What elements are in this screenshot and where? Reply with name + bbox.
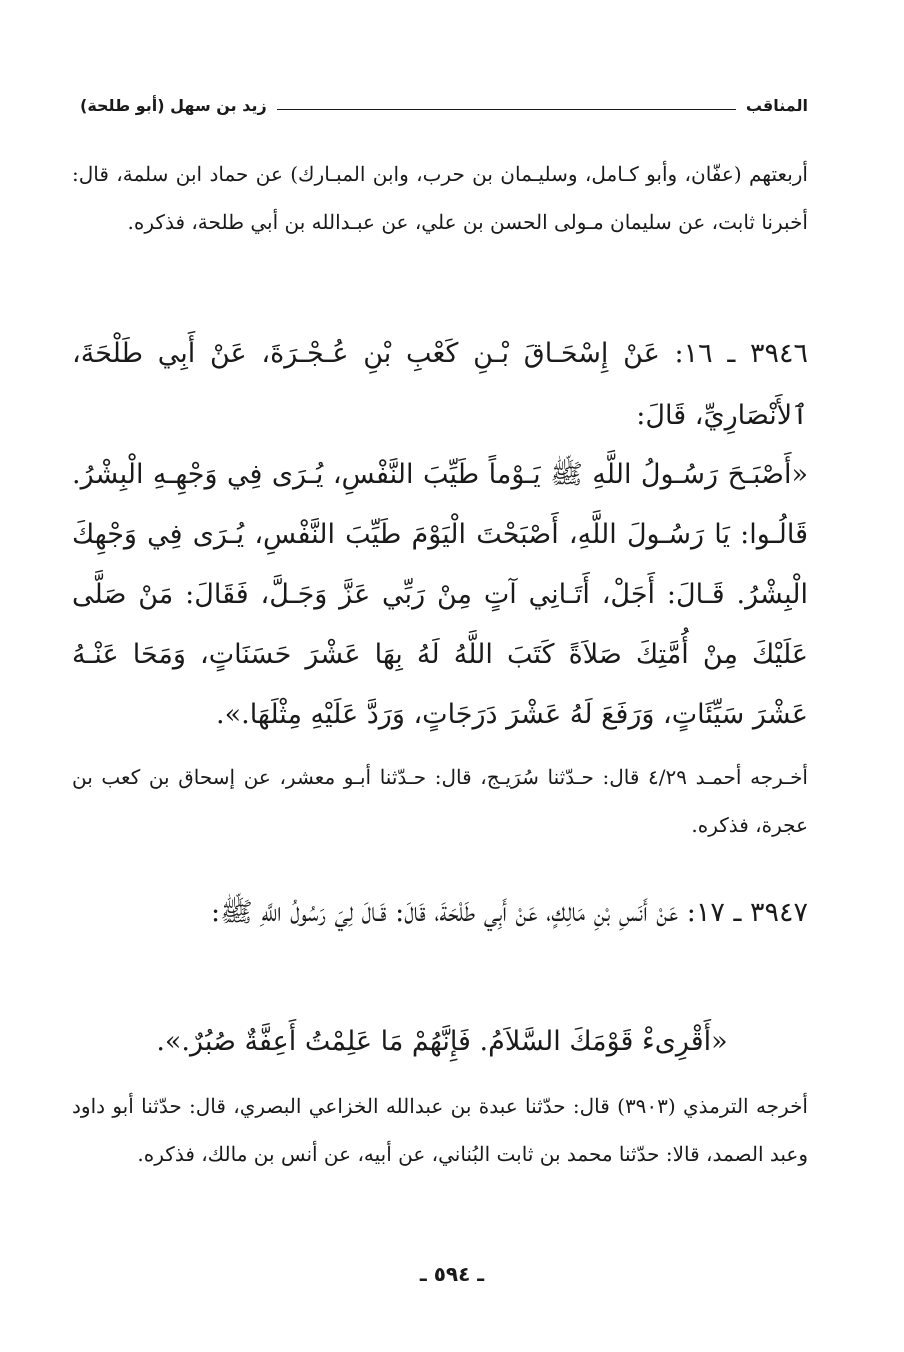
takhrij-note-top: أربعتهم (عفّان، وأبو كـامل، وسليـمان بن حرب، وابن المبـارك) عن حماد ابن سلمة، قال: أخبرنا ثابت، عن سليمان مـولى الحسن بن علي، عن عبـدالله بن أبي طلحة، فذكره.: [72, 162, 808, 234]
hadith-3946-heading: ٣٩٤٦ ـ ١٦: عَنْ إِسْحَـاقَ بْـنِ كَعْبِ بْنِ عُـجْـرَةَ، عَنْ أَبِي طَلْحَةَ، ٱلأَنْصَارِيِّ، قَالَ:: [72, 338, 808, 431]
chapter-title: المناقب: [745, 95, 808, 115]
hadith-3947-text: «أَقْرِىءْ قَوْمَكَ السَّلاَمُ. فَإِنَّهُمْ مَا عَلِمْتُ أَعِفَّةٌ صُبُرٌ.».: [156, 1026, 728, 1057]
hadith-3947-heading: ٣٩٤٧ ـ ١٧: عَنْ أَنَسِ بْنِ مَالِكٍ، عَنْ أَبِي طَلْحَةَ، قَالَ: قَـالَ لِيَ رَسُولُ اللَّهِ ﷺ:: [211, 897, 808, 928]
header-rule: [277, 109, 736, 110]
page-number: ـ ٥٩٤ ـ: [419, 1262, 485, 1286]
takhrij-note-3947: أخرجه الترمذي (٣٩٠٣) قال: حدّثنا عبدة بن عبدالله الخزاعي البصري، قال: حدّثنا أبو داود وعبد الصمد، قالا: حدّثنا محمد بن ثابت البُناني، عن أبيه، عن أنس بن مالك، فذكره.: [72, 1094, 808, 1166]
section-title: زيد بن سهل (أبو طلحة): [80, 95, 267, 115]
hadith-3946-text: «أَصْبَـحَ رَسُـولُ اللَّهِ ﷺ يَـوْماً طَيِّبَ النَّفْسِ، يُـرَى فِي وَجْهِـهِ الْبِشْرُ. قَالُـوا: يَا رَسُـولَ اللَّهِ، أَصْبَحْتَ الْيَوْمَ طَيِّبَ النَّفْسِ، يُـرَى فِي وَجْهِكَ الْبِشْرُ. قَـالَ: أَجَلْ، أَتَـانِي آتٍ مِنْ رَبِّي عَزَّ وَجَـلَّ، فَقَالَ: مَنْ صَلَّى عَلَيْكَ مِنْ أُمَّتِكَ صَلاَةً كَتَبَ اللَّهُ لَهُ بِهَا عَشْرَ حَسَنَاتٍ، وَمَحَا عَنْـهُ عَشْرَ سَيِّئَاتٍ، وَرَفَعَ لَهُ عَشْرَ دَرَجَاتٍ، وَرَدَّ عَلَيْهِ مِثْلَهَا.».: [72, 459, 808, 730]
takhrij-note-3946: أخـرجه أحمـد ٤/٢٩ قال: حـدّثنا سُرَيـج، قال: حـدّثنا أبـو معشر، عن إسحاق بن كعب بن عجرة، فذكره.: [72, 765, 808, 837]
running-header: [80, 90, 808, 120]
